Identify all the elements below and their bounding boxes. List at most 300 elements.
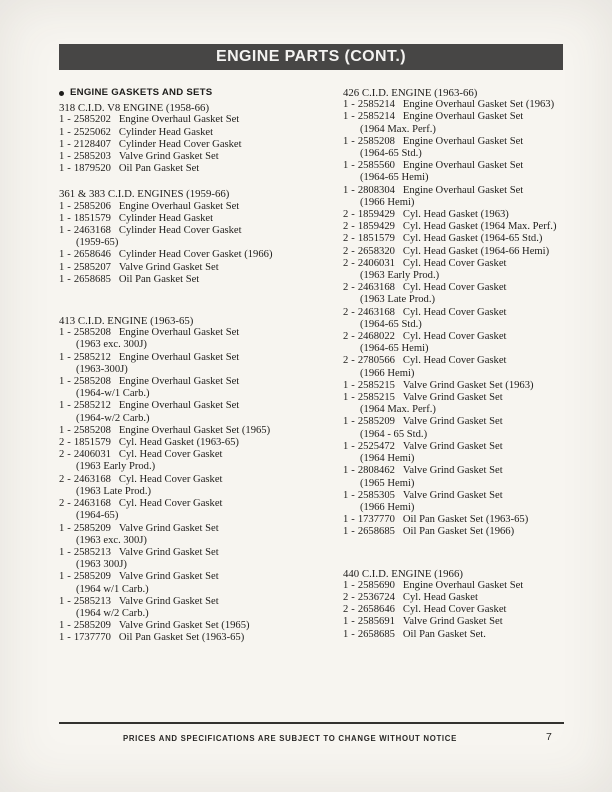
part-qty: 1 xyxy=(59,546,65,558)
part-item-line xyxy=(59,351,349,367)
part-number: 2585690 xyxy=(357,579,395,591)
right-column xyxy=(343,87,573,641)
part-qty: 1 xyxy=(59,225,65,237)
part-item-line xyxy=(59,632,349,644)
part-note: (1964 Hemi) xyxy=(360,453,415,465)
part-qty: 2 xyxy=(59,437,65,449)
part-item xyxy=(59,274,349,286)
part-item-line xyxy=(59,274,349,286)
part-note: (1964-65 Hemi) xyxy=(360,343,429,355)
dash-separator: - xyxy=(351,465,355,477)
part-description: Engine Overhaul Gasket Set xyxy=(118,400,240,412)
part-qty: 2 xyxy=(343,209,349,221)
part-description: Engine Overhaul Gasket Set xyxy=(118,376,240,388)
part-qty: 2 xyxy=(59,449,65,461)
part-item-line xyxy=(59,400,349,412)
dash-separator: - xyxy=(351,306,355,318)
part-description: Cyl. Head Cover Gasket xyxy=(402,355,507,367)
dash-separator: - xyxy=(351,526,355,538)
part-note: (1966 Hemi) xyxy=(360,367,415,379)
part-item-line xyxy=(59,376,349,388)
part-item-line xyxy=(59,151,349,163)
part-number: 2585212 xyxy=(73,351,111,363)
part-item-line xyxy=(59,571,349,583)
part-item xyxy=(59,437,349,449)
part-number: 2658685 xyxy=(73,273,111,285)
part-item xyxy=(59,425,349,437)
part-description: Valve Grind Gasket Set xyxy=(402,440,503,452)
part-description: Engine Overhaul Gasket Set xyxy=(402,135,524,147)
part-description: Oil Pan Gasket Set. xyxy=(402,628,486,640)
dash-separator: - xyxy=(351,440,355,452)
part-item-line xyxy=(343,604,573,616)
part-qty: 1 xyxy=(59,620,65,632)
part-item xyxy=(59,201,349,213)
part-item xyxy=(343,616,573,628)
part-qty: 2 xyxy=(343,331,349,343)
part-qty: 1 xyxy=(343,489,349,501)
part-qty: 1 xyxy=(343,616,349,628)
part-item xyxy=(59,596,349,620)
part-item xyxy=(59,449,349,473)
part-qty: 1 xyxy=(343,111,349,123)
part-qty: 1 xyxy=(343,526,349,538)
part-item xyxy=(343,258,573,282)
part-qty: 1 xyxy=(343,628,349,640)
dash-separator: - xyxy=(67,498,71,510)
part-item xyxy=(343,111,573,135)
dash-separator: - xyxy=(67,424,71,436)
right-sections xyxy=(343,87,573,641)
part-item xyxy=(343,221,573,233)
part-number: 2468022 xyxy=(357,331,395,343)
dash-separator: - xyxy=(67,449,71,461)
engine-section-heading: 440 C.I.D. ENGINE (1966) xyxy=(343,567,463,580)
part-item xyxy=(343,307,573,331)
part-note: (1964 w/1 Carb.) xyxy=(76,583,149,595)
part-item xyxy=(59,151,349,163)
part-description: Cyl. Head Cover Gasket xyxy=(118,449,223,461)
dash-separator: - xyxy=(67,114,71,126)
dash-separator: - xyxy=(351,616,355,628)
part-qty: 1 xyxy=(59,424,65,436)
part-qty: 2 xyxy=(343,233,349,245)
page-number: 7 xyxy=(546,731,552,743)
dash-separator: - xyxy=(351,514,355,526)
dash-separator: - xyxy=(67,376,71,388)
part-item-line xyxy=(343,629,573,641)
engine-section xyxy=(59,188,349,286)
engine-section-heading: 413 C.I.D. ENGINE (1963-65) xyxy=(59,315,194,328)
part-qty: 1 xyxy=(59,126,65,138)
part-number: 2463168 xyxy=(73,473,111,485)
part-qty: 2 xyxy=(59,498,65,510)
part-description: Engine Overhaul Gasket Set xyxy=(118,327,240,339)
part-description: Valve Grind Gasket Set xyxy=(402,489,503,501)
part-note: (1966 Hemi) xyxy=(360,196,415,208)
part-qty: 1 xyxy=(343,514,349,526)
page-title: ENGINE PARTS (CONT.) xyxy=(216,48,406,65)
group-header xyxy=(59,87,349,99)
part-qty: 2 xyxy=(343,355,349,367)
part-item xyxy=(343,629,573,641)
part-item-line xyxy=(343,185,573,197)
part-number: 2128407 xyxy=(73,138,111,150)
dash-separator: - xyxy=(351,257,355,269)
part-number: 2585213 xyxy=(73,546,111,558)
footer-divider xyxy=(59,722,564,724)
part-number: 2585206 xyxy=(73,200,111,212)
part-number: 2585202 xyxy=(73,114,111,126)
part-qty: 1 xyxy=(59,376,65,388)
part-item xyxy=(343,604,573,616)
engine-section-heading: 426 C.I.D. ENGINE (1963-66) xyxy=(343,87,478,99)
part-qty: 2 xyxy=(343,282,349,294)
dash-separator: - xyxy=(67,138,71,150)
part-item-line xyxy=(343,465,573,477)
part-item-line xyxy=(59,596,349,608)
part-item xyxy=(343,160,573,184)
part-item-line xyxy=(59,327,349,339)
part-number: 2658685 xyxy=(357,628,395,640)
part-qty: 1 xyxy=(343,465,349,477)
part-note: (1959-65) xyxy=(76,237,119,249)
part-qty: 2 xyxy=(343,591,349,603)
part-item xyxy=(343,416,573,440)
dash-separator: - xyxy=(67,249,71,261)
part-item xyxy=(343,331,573,355)
dash-separator: - xyxy=(67,163,71,175)
dash-separator: - xyxy=(351,99,355,111)
part-number: 2463168 xyxy=(357,306,395,318)
part-qty: 1 xyxy=(59,163,65,175)
part-note: (1964 Max. Perf.) xyxy=(360,123,436,135)
part-item-line xyxy=(343,160,573,172)
dash-separator: - xyxy=(67,212,71,224)
part-number: 2585209 xyxy=(73,571,111,583)
part-qty: 1 xyxy=(59,261,65,273)
part-item xyxy=(59,632,349,644)
part-item xyxy=(59,498,349,522)
part-number: 1737770 xyxy=(73,632,111,644)
part-note: (1963 exc. 300J) xyxy=(76,534,147,546)
dash-separator: - xyxy=(351,628,355,640)
part-item-line xyxy=(343,380,573,392)
part-description: Valve Grind Gasket Set xyxy=(118,261,219,273)
part-note: (1963 Late Prod.) xyxy=(360,294,436,306)
part-number: 2808304 xyxy=(357,184,395,196)
part-qty: 1 xyxy=(59,151,65,163)
part-item xyxy=(343,246,573,258)
part-description: Valve Grind Gasket Set xyxy=(402,416,503,428)
part-description: Oil Pan Gasket Set (1966) xyxy=(402,526,515,538)
part-description: Cyl. Head Gasket (1964 Max. Perf.) xyxy=(402,221,557,233)
part-item-line xyxy=(59,114,349,126)
part-number: 2585208 xyxy=(357,135,395,147)
dash-separator: - xyxy=(67,522,71,534)
part-item xyxy=(343,185,573,209)
group-header-label: ENGINE GASKETS AND SETS xyxy=(70,87,213,98)
part-qty: 1 xyxy=(343,379,349,391)
part-description: Valve Grind Gasket Set (1965) xyxy=(118,620,250,632)
part-number: 2406031 xyxy=(357,257,395,269)
part-note: (1964-w/2 Carb.) xyxy=(76,412,150,424)
part-description: Engine Overhaul Gasket Set xyxy=(402,111,524,123)
part-item-line xyxy=(343,592,573,604)
part-note: (1964-65 Std.) xyxy=(360,318,422,330)
part-item xyxy=(59,523,349,547)
part-description: Cylinder Head Cover Gasket xyxy=(118,138,242,150)
part-note: (1964 w/2 Carb.) xyxy=(76,607,149,619)
part-description: Oil Pan Gasket Set xyxy=(118,163,200,175)
part-item xyxy=(343,490,573,514)
part-item xyxy=(59,376,349,400)
dash-separator: - xyxy=(67,473,71,485)
part-description: Valve Grind Gasket Set xyxy=(118,522,219,534)
part-qty: 1 xyxy=(59,200,65,212)
part-number: 2585209 xyxy=(73,522,111,534)
part-item-line xyxy=(59,262,349,274)
part-number: 2585208 xyxy=(73,376,111,388)
dash-separator: - xyxy=(351,160,355,172)
part-item xyxy=(59,213,349,225)
part-item xyxy=(59,163,349,175)
part-qty: 1 xyxy=(59,138,65,150)
part-description: Valve Grind Gasket Set xyxy=(118,595,219,607)
part-number: 2585209 xyxy=(357,416,395,428)
part-qty: 1 xyxy=(59,212,65,224)
part-number: 2585560 xyxy=(357,160,395,172)
engine-section xyxy=(59,315,349,644)
part-item xyxy=(343,592,573,604)
part-description: Cyl. Head Cover Gasket xyxy=(402,306,507,318)
part-item-line xyxy=(59,139,349,151)
part-description: Valve Grind Gasket Set xyxy=(402,392,503,404)
part-item-line xyxy=(343,111,573,123)
part-number: 1851579 xyxy=(73,212,111,224)
part-description: Cylinder Head Gasket xyxy=(118,212,214,224)
part-description: Cyl. Head Gasket (1963) xyxy=(402,209,509,221)
dash-separator: - xyxy=(67,595,71,607)
dash-separator: - xyxy=(67,546,71,558)
dash-separator: - xyxy=(67,225,71,237)
part-description: Engine Overhaul Gasket Set xyxy=(118,200,240,212)
part-item xyxy=(59,327,349,351)
part-number: 2585208 xyxy=(73,424,111,436)
part-item xyxy=(343,355,573,379)
dash-separator: - xyxy=(67,437,71,449)
part-qty: 2 xyxy=(343,604,349,616)
part-item-line xyxy=(343,616,573,628)
part-item-line xyxy=(59,213,349,225)
page-title-bar xyxy=(59,44,563,70)
part-item xyxy=(59,571,349,595)
part-number: 2406031 xyxy=(73,449,111,461)
part-number: 1859429 xyxy=(357,221,395,233)
part-description: Cyl. Head Cover Gasket xyxy=(402,282,507,294)
engine-section xyxy=(343,87,573,539)
part-number: 2658320 xyxy=(357,245,395,257)
part-item-line xyxy=(343,392,573,404)
part-item xyxy=(59,620,349,632)
part-item xyxy=(343,282,573,306)
part-item-line xyxy=(59,547,349,559)
part-item-line xyxy=(343,136,573,148)
part-number: 2585208 xyxy=(73,327,111,339)
dash-separator: - xyxy=(351,416,355,428)
part-number: 2780566 xyxy=(357,355,395,367)
part-number: 2585203 xyxy=(73,151,111,163)
part-item-line xyxy=(343,490,573,502)
dash-separator: - xyxy=(351,135,355,147)
part-note: (1963 Early Prod.) xyxy=(360,270,440,282)
part-number: 2585213 xyxy=(73,595,111,607)
dash-separator: - xyxy=(351,331,355,343)
dash-separator: - xyxy=(67,620,71,632)
part-number: 2658685 xyxy=(357,526,395,538)
part-item-line xyxy=(343,355,573,367)
part-number: 2585305 xyxy=(357,489,395,501)
dash-separator: - xyxy=(67,351,71,363)
part-number: 2658646 xyxy=(73,249,111,261)
part-item xyxy=(59,249,349,261)
part-note: (1964-65 Hemi) xyxy=(360,172,429,184)
part-item xyxy=(59,400,349,424)
part-item-line xyxy=(343,221,573,233)
part-number: 1851579 xyxy=(73,437,111,449)
dash-separator: - xyxy=(67,571,71,583)
dash-separator: - xyxy=(351,111,355,123)
part-description: Cyl. Head Gasket (1964-66 Hemi) xyxy=(402,245,550,257)
part-qty: 1 xyxy=(59,114,65,126)
part-item xyxy=(59,474,349,498)
part-qty: 1 xyxy=(59,522,65,534)
part-item-line xyxy=(343,526,573,538)
part-item-line xyxy=(59,225,349,237)
bullet-icon xyxy=(59,91,64,96)
part-note: (1964-65) xyxy=(76,510,119,522)
part-item xyxy=(59,547,349,571)
part-number: 1879520 xyxy=(73,163,111,175)
engine-section-heading: 318 C.I.D. V8 ENGINE (1958-66) xyxy=(59,102,210,115)
part-item-line xyxy=(343,514,573,526)
part-item-line xyxy=(59,522,349,538)
part-item xyxy=(343,380,573,392)
part-item-line xyxy=(59,425,349,437)
part-description: Cyl. Head Cover Gasket xyxy=(402,331,507,343)
part-number: 2585215 xyxy=(357,379,395,391)
part-number: 2585214 xyxy=(357,111,395,123)
part-qty: 1 xyxy=(343,416,349,428)
part-description: Valve Grind Gasket Set xyxy=(118,571,219,583)
dash-separator: - xyxy=(67,200,71,212)
part-qty: 1 xyxy=(59,327,65,339)
part-qty: 1 xyxy=(343,440,349,452)
part-note: (1963-300J) xyxy=(76,363,128,375)
dash-separator: - xyxy=(351,245,355,257)
part-item xyxy=(343,136,573,160)
part-item-line xyxy=(59,498,349,510)
part-qty: 1 xyxy=(59,249,65,261)
part-note: (1963 Early Prod.) xyxy=(76,461,156,473)
dash-separator: - xyxy=(351,282,355,294)
part-description: Engine Overhaul Gasket Set (1965) xyxy=(118,424,271,436)
dash-separator: - xyxy=(351,379,355,391)
part-description: Engine Overhaul Gasket Set xyxy=(402,160,524,172)
left-column xyxy=(59,87,349,645)
part-number: 2463168 xyxy=(357,282,395,294)
engine-section-heading: 361 & 383 C.I.D. ENGINES (1959-66) xyxy=(59,188,230,201)
part-qty: 1 xyxy=(59,351,65,363)
part-description: Engine Overhaul Gasket Set xyxy=(118,351,240,363)
part-item-line xyxy=(59,201,349,213)
part-item-line xyxy=(59,474,349,486)
part-qty: 2 xyxy=(59,473,65,485)
part-item xyxy=(59,225,349,249)
part-qty: 2 xyxy=(343,221,349,233)
part-number: 2525472 xyxy=(357,440,395,452)
dash-separator: - xyxy=(351,184,355,196)
dash-separator: - xyxy=(67,327,71,339)
part-item-line xyxy=(59,249,349,261)
part-item-line xyxy=(343,580,573,592)
part-description: Oil Pan Gasket Set (1963-65) xyxy=(402,514,529,526)
part-description: Engine Overhaul Gasket Set (1963) xyxy=(402,99,555,111)
dash-separator: - xyxy=(67,632,71,644)
dash-separator: - xyxy=(351,355,355,367)
left-sections xyxy=(59,102,349,644)
part-qty: 1 xyxy=(343,392,349,404)
part-item xyxy=(59,139,349,151)
part-description: Valve Grind Gasket Set (1963) xyxy=(402,379,534,391)
part-qty: 1 xyxy=(343,99,349,111)
part-description: Cylinder Head Cover Gasket xyxy=(118,225,242,237)
part-item-line xyxy=(59,449,349,461)
dash-separator: - xyxy=(351,591,355,603)
part-number: 2525062 xyxy=(73,126,111,138)
part-number: 1859429 xyxy=(357,209,395,221)
part-qty: 1 xyxy=(59,273,65,285)
part-item-line xyxy=(59,620,349,632)
part-number: 2463168 xyxy=(73,498,111,510)
part-item-line xyxy=(343,441,573,453)
part-number: 2658646 xyxy=(357,604,395,616)
part-item xyxy=(343,441,573,465)
part-description: Valve Grind Gasket Set xyxy=(402,465,503,477)
dash-separator: - xyxy=(67,273,71,285)
part-description: Engine Overhaul Gasket Set xyxy=(118,114,240,126)
part-qty: 1 xyxy=(343,135,349,147)
part-description: Valve Grind Gasket Set xyxy=(118,546,219,558)
part-description: Valve Grind Gasket Set xyxy=(118,151,219,163)
part-note: (1963 Late Prod.) xyxy=(76,485,152,497)
part-description: Engine Overhaul Gasket Set xyxy=(402,184,524,196)
part-item xyxy=(343,233,573,245)
part-number: 1851579 xyxy=(357,233,395,245)
dash-separator: - xyxy=(351,579,355,591)
part-item xyxy=(343,209,573,221)
footer-notice: PRICES AND SPECIFICATIONS ARE SUBJECT TO CHANGE WITHOUT NOTICE xyxy=(122,734,458,743)
part-number: 2585691 xyxy=(357,616,395,628)
engine-section xyxy=(343,568,573,641)
part-description: Cyl. Head Cover Gasket xyxy=(118,498,223,510)
part-number: 2585215 xyxy=(357,392,395,404)
part-item-line xyxy=(343,258,573,270)
part-item xyxy=(59,262,349,274)
part-number: 2585214 xyxy=(357,99,395,111)
part-qty: 2 xyxy=(343,245,349,257)
part-number: 2463168 xyxy=(73,225,111,237)
